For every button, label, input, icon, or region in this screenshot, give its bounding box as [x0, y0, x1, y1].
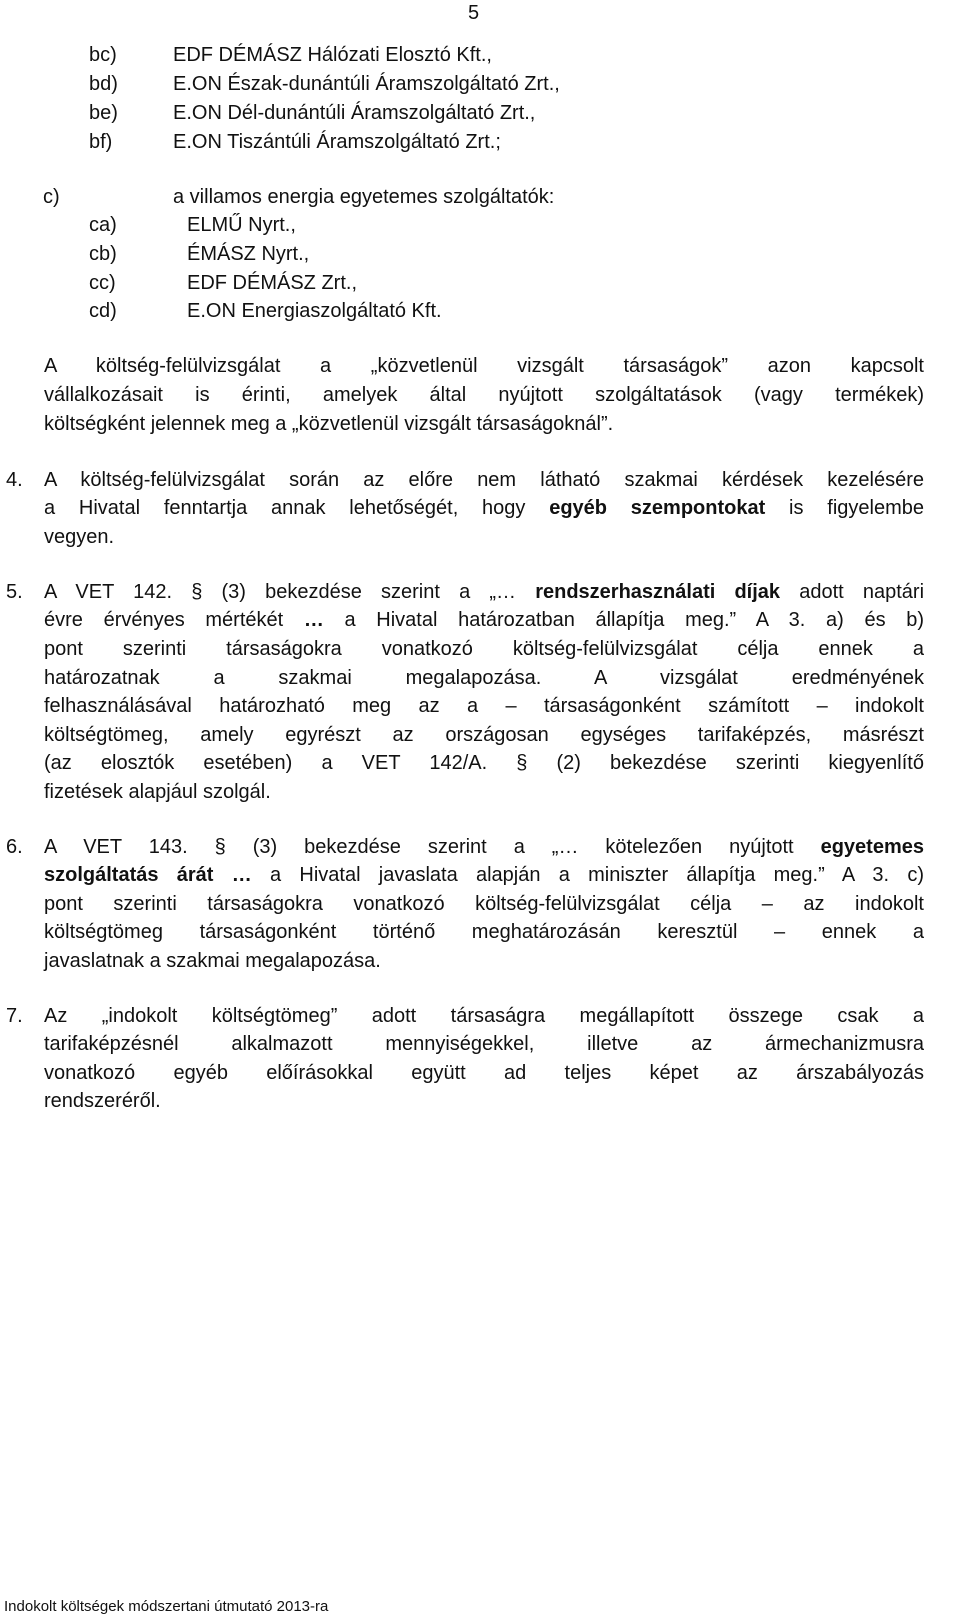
list-item-text: ELMŰ Nyrt., [187, 214, 296, 236]
paragraph-number: 4. [6, 469, 23, 491]
paragraph-line: tarifaképzésnél alkalmazott mennyiségekkel, illetve az ármechanizmusra [44, 1033, 924, 1055]
text-run: is figyelembe [765, 497, 924, 519]
list-item-text: E.ON Energiaszolgáltató Kft. [187, 300, 442, 322]
list-item-label: cc) [89, 272, 116, 294]
text-run: évre érvényes mértékét [44, 609, 304, 631]
list-item [89, 128, 501, 156]
page-number: 5 [468, 2, 480, 24]
paragraph-line: A költség-felülvizsgálat a „közvetlenül vizsgált társaságok” azon kapcsolt [44, 355, 924, 377]
emphasis: … [303, 609, 324, 631]
emphasis: rendszerhasználati díjak [535, 581, 781, 603]
paragraph-line: vonatkozó egyéb előírásokkal együtt ad teljes képet az árszabályozás [44, 1062, 924, 1084]
list-item-text: EDF DÉMÁSZ Hálózati Elosztó Kft., [173, 44, 492, 66]
list-item-label: cb) [89, 243, 117, 265]
paragraph-line [44, 494, 924, 522]
list-item-label: c) [43, 186, 60, 208]
emphasis: egyéb szempontokat [549, 497, 766, 519]
list-item-label: bc) [89, 44, 117, 66]
text-run: a Hivatal határozatban állapítja meg.” A 3. a) és b) [323, 609, 925, 631]
list-item-text: ÉMÁSZ Nyrt., [187, 243, 310, 265]
paragraph-line: pont szerinti társaságokra vonatkozó költség-felülvizsgálat célja – az indokolt [44, 893, 924, 915]
list-item-label: bf) [89, 131, 113, 153]
list-item-text: E.ON Tiszántúli Áramszolgáltató Zrt.; [173, 131, 501, 153]
paragraph-line: költségtömeg társaságonként történő meghatározásán keresztül – ennek a [44, 921, 924, 943]
paragraph-line: költségként jelennek meg a „közvetlenül vizsgált társaságoknál”. [44, 413, 614, 435]
text-run: adott naptári [780, 581, 925, 603]
list-item-text: E.ON Észak-dunántúli Áramszolgáltató Zrt., [173, 73, 560, 95]
paragraph-line: költségtömeg, amely egyrészt az országosan egységes tarifaképzés, másrészt [44, 724, 924, 746]
paragraph-line: pont szerinti társaságokra vonatkozó költség-felülvizsgálat célja ennek a [44, 638, 924, 660]
paragraph-line [44, 578, 924, 606]
text-run: a Hivatal javaslata alapján a miniszter állapítja meg.” A 3. c) [251, 864, 924, 886]
list-item [89, 99, 535, 127]
paragraph-line: vállalkozásait is érinti, amelyek által nyújtott szolgáltatások (vagy termékek) [44, 384, 924, 406]
paragraph-number: 5. [6, 581, 23, 603]
list-item-c [43, 183, 554, 211]
paragraph-line: Az „indokolt költségtömeg” adott társaságra megállapított összege csak a [44, 1005, 924, 1027]
paragraph-number: 7. [6, 1005, 23, 1027]
text-run: a Hivatal fenntartja annak lehetőségét, hogy [44, 497, 550, 519]
text-run: A VET 143. § (3) bekezdése szerint a „… kötelezően nyújtott [44, 836, 821, 858]
paragraph-line [44, 861, 924, 889]
list-item-label: bd) [89, 73, 118, 95]
paragraph-line: javaslatnak a szakmai megalapozása. [44, 950, 381, 972]
paragraph-line: (az elosztók esetében) a VET 142/A. § (2) bekezdése szerinti kiegyenlítő [44, 752, 924, 774]
page-footer: Indokolt költségek módszertani útmutató 2013-ra [4, 1598, 329, 1615]
list-item [89, 41, 492, 69]
list-item-text: a villamos energia egyetemes szolgáltatók: [173, 186, 555, 208]
list-item-label: be) [89, 102, 118, 124]
paragraph-line [44, 606, 924, 634]
list-item-text: E.ON Dél-dunántúli Áramszolgáltató Zrt., [173, 102, 536, 124]
paragraph-line: határozatnak a szakmai megalapozása. A vizsgálat eredményének [44, 667, 924, 689]
paragraph-line [44, 833, 924, 861]
paragraph-line: vegyen. [44, 526, 115, 548]
list-item [89, 297, 442, 325]
list-item [89, 211, 296, 239]
emphasis: egyetemes [820, 836, 924, 858]
list-item [89, 70, 560, 98]
list-item-text: EDF DÉMÁSZ Zrt., [187, 272, 357, 294]
paragraph-line: rendszeréről. [44, 1090, 161, 1112]
list-item-label: cd) [89, 300, 117, 322]
paragraph-line: fizetések alapjául szolgál. [44, 781, 271, 803]
list-item [89, 240, 309, 268]
emphasis: szolgáltatás árát … [44, 864, 252, 886]
paragraph-line: A költség-felülvizsgálat során az előre nem látható szakmai kérdések kezelésére [44, 469, 924, 491]
list-item [89, 269, 357, 297]
paragraph-line: felhasználásával határozható meg az a – társaságonként számított – indokolt [44, 695, 924, 717]
text-run: A VET 142. § (3) bekezdése szerint a „… [44, 581, 536, 603]
list-item-label: ca) [89, 214, 117, 236]
paragraph-number: 6. [6, 836, 23, 858]
